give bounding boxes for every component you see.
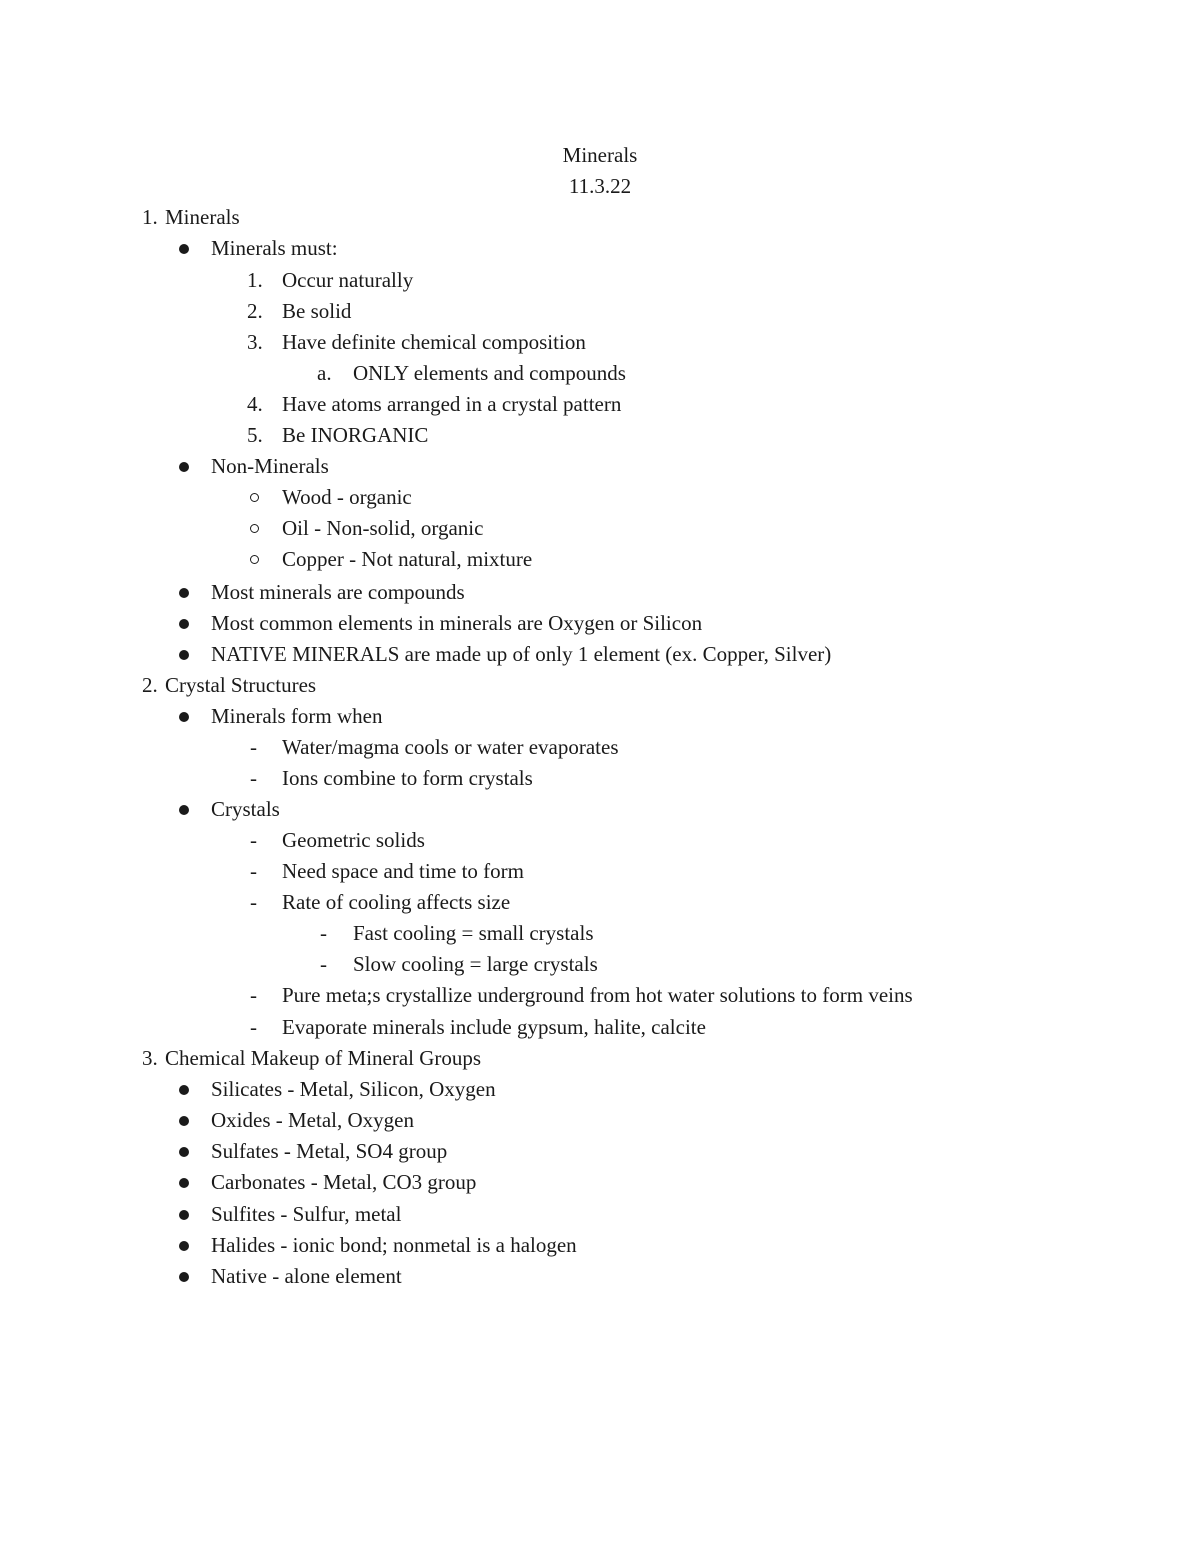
dash-marker: - [250, 983, 257, 1007]
bullet-icon [179, 712, 189, 722]
dash-marker: - [250, 859, 257, 883]
list-item-text: Evaporate minerals include gypsum, halite, calcite [282, 1015, 706, 1039]
list-item-text: Geometric solids [282, 828, 425, 852]
bullet-icon [179, 619, 189, 629]
list-item-text: Need space and time to form [282, 859, 524, 883]
document-title: Minerals [562, 143, 638, 167]
dash-marker: - [320, 952, 327, 976]
list-marker: a. [317, 361, 332, 385]
section-number: 1. [142, 205, 158, 229]
list-item-text: Sulfites - Sulfur, metal [211, 1202, 402, 1226]
hollow-bullet-icon [250, 524, 259, 533]
list-item-text: Ions combine to form crystals [282, 766, 533, 790]
list-item-text: Native - alone element [211, 1264, 402, 1288]
bullet-icon [179, 588, 189, 598]
list-item-text: Sulfates - Metal, SO4 group [211, 1139, 448, 1163]
bullet-icon [179, 1147, 189, 1157]
list-item-text: Silicates - Metal, Silicon, Oxygen [211, 1077, 496, 1101]
dash-marker: - [250, 735, 257, 759]
list-item-text: Rate of cooling affects size [282, 890, 511, 914]
dash-marker: - [250, 828, 257, 852]
bullet-icon [179, 1272, 189, 1282]
dash-marker: - [250, 1015, 257, 1039]
list-marker: 5. [247, 423, 263, 447]
list-item-text: Minerals must: [211, 236, 338, 260]
bullet-icon [179, 1085, 189, 1095]
list-item-text: Occur naturally [282, 268, 414, 292]
section-title: Minerals [165, 205, 240, 229]
dash-marker: - [250, 890, 257, 914]
list-marker: 2. [247, 299, 263, 323]
bullet-icon [179, 462, 189, 472]
list-item-text: Be solid [282, 299, 352, 323]
bullet-icon [179, 805, 189, 815]
document-date: 11.3.22 [568, 174, 632, 198]
list-item-text: Halides - ionic bond; nonmetal is a halogen [211, 1233, 577, 1257]
dash-marker: - [250, 766, 257, 790]
list-item-text: NATIVE MINERALS are made up of only 1 element (ex. Copper, Silver) [211, 642, 832, 666]
bullet-icon [179, 1210, 189, 1220]
list-item-text: Minerals form when [211, 704, 383, 728]
list-item-text: Most common elements in minerals are Oxygen or Silicon [211, 611, 703, 635]
list-item-text: ONLY elements and compounds [353, 361, 626, 385]
list-item-text: Fast cooling = small crystals [353, 921, 594, 945]
list-item-text: Be INORGANIC [282, 423, 429, 447]
bullet-icon [179, 244, 189, 254]
list-item-text: Water/magma cools or water evaporates [282, 735, 619, 759]
bullet-icon [179, 1116, 189, 1126]
list-item-text: Carbonates - Metal, CO3 group [211, 1170, 477, 1194]
list-item-text: Most minerals are compounds [211, 580, 465, 604]
bullet-icon [179, 1241, 189, 1251]
list-item-text: Oxides - Metal, Oxygen [211, 1108, 414, 1132]
hollow-bullet-icon [250, 555, 259, 564]
bullet-icon [179, 650, 189, 660]
section-number: 3. [142, 1046, 158, 1070]
section-title: Chemical Makeup of Mineral Groups [165, 1046, 482, 1070]
hollow-bullet-icon [250, 493, 259, 502]
section-title: Crystal Structures [165, 673, 317, 697]
list-marker: 1. [247, 268, 263, 292]
list-item-text: Pure meta;s crystallize underground from hot water solutions to form veins [282, 983, 913, 1007]
section-number: 2. [142, 673, 158, 697]
dash-marker: - [320, 921, 327, 945]
bullet-icon [179, 1178, 189, 1188]
list-item-text: Crystals [211, 797, 280, 821]
list-item-text: Have definite chemical composition [282, 330, 586, 354]
list-item-text: Non-Minerals [211, 454, 329, 478]
list-item-text: Oil - Non-solid, organic [282, 516, 484, 540]
list-item-text: Slow cooling = large crystals [353, 952, 598, 976]
list-item-text: Wood - organic [282, 485, 412, 509]
list-marker: 4. [247, 392, 263, 416]
list-item-text: Copper - Not natural, mixture [282, 547, 533, 571]
list-item-text: Have atoms arranged in a crystal pattern [282, 392, 622, 416]
list-marker: 3. [247, 330, 263, 354]
